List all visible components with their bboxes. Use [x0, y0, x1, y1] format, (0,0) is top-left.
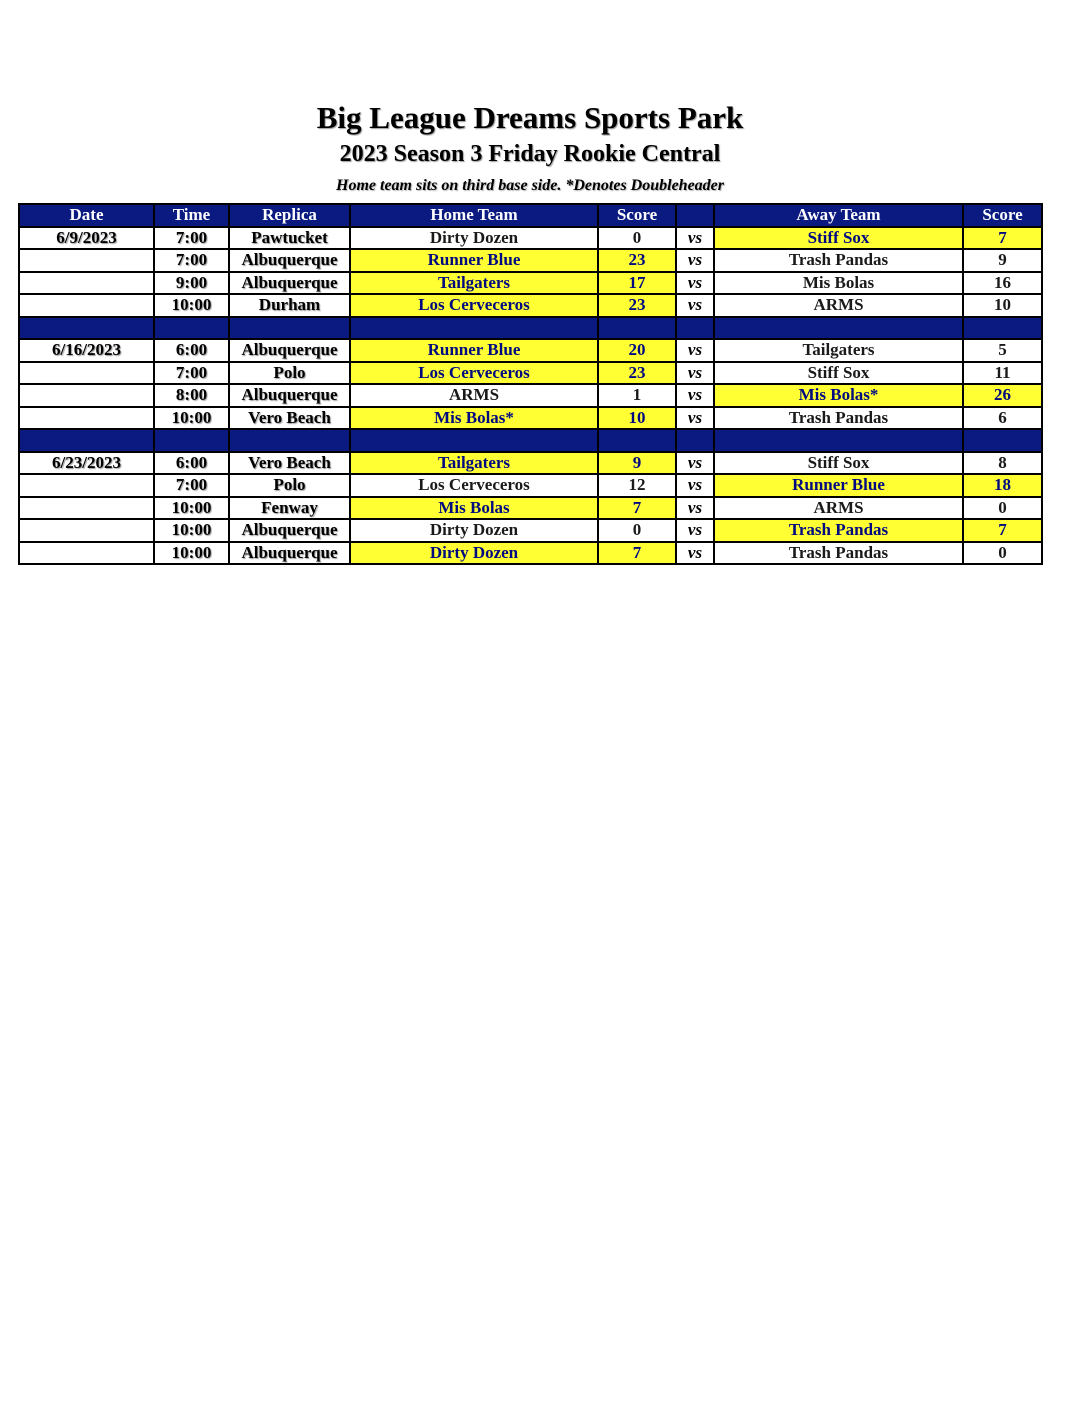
cell-time: 7:00: [154, 227, 229, 250]
cell-replica: Polo: [229, 362, 350, 385]
header-time: Time: [154, 204, 229, 227]
page-subtitle: 2023 Season 3 Friday Rookie Central: [339, 141, 721, 167]
schedule-note: Home team sits on third base side. *Denotes Doubleheader: [336, 177, 724, 194]
separator-cell: [19, 429, 154, 452]
cell-time: 8:00: [154, 384, 229, 407]
cell-away-team: ARMS: [714, 497, 963, 520]
cell-away-team: Stiff Sox: [714, 362, 963, 385]
cell-replica: Albuquerque: [229, 272, 350, 295]
cell-time: 7:00: [154, 249, 229, 272]
cell-vs: vs: [676, 339, 714, 362]
cell-date: 6/23/2023: [19, 452, 154, 475]
cell-home-score: 7: [598, 497, 676, 520]
cell-vs: vs: [676, 497, 714, 520]
cell-date: [19, 542, 154, 565]
table-row: [19, 294, 1042, 317]
cell-home-team: Tailgaters: [350, 452, 598, 475]
separator-cell: [676, 429, 714, 452]
cell-home-team: Runner Blue: [350, 339, 598, 362]
separator-cell: [714, 317, 963, 340]
table-row: [19, 497, 1042, 520]
cell-home-team: Dirty Dozen: [350, 227, 598, 250]
cell-away-score: 18: [963, 474, 1042, 497]
cell-time: 10:00: [154, 519, 229, 542]
separator-cell: [229, 317, 350, 340]
cell-home-score: 0: [598, 227, 676, 250]
cell-away-score: 26: [963, 384, 1042, 407]
cell-replica: Vero Beach: [229, 452, 350, 475]
separator-cell: [229, 429, 350, 452]
cell-home-team: Runner Blue: [350, 249, 598, 272]
cell-away-score: 9: [963, 249, 1042, 272]
cell-replica: Vero Beach: [229, 407, 350, 430]
table-row: [19, 542, 1042, 565]
cell-away-team: Trash Pandas: [714, 249, 963, 272]
cell-date: 6/9/2023: [19, 227, 154, 250]
cell-home-score: 9: [598, 452, 676, 475]
separator-cell: [350, 317, 598, 340]
cell-away-score: 0: [963, 497, 1042, 520]
cell-home-team: ARMS: [350, 384, 598, 407]
cell-time: 10:00: [154, 407, 229, 430]
cell-vs: vs: [676, 227, 714, 250]
cell-date: 6/16/2023: [19, 339, 154, 362]
cell-away-team: Stiff Sox: [714, 227, 963, 250]
header-away-score: Score: [963, 204, 1042, 227]
cell-home-score: 7: [598, 542, 676, 565]
cell-home-team: Mis Bolas: [350, 497, 598, 520]
cell-away-score: 7: [963, 519, 1042, 542]
separator-cell: [350, 429, 598, 452]
cell-home-team: Los Cerveceros: [350, 474, 598, 497]
table-row: [19, 272, 1042, 295]
cell-home-team: Los Cerveceros: [350, 294, 598, 317]
header-home-team: Home Team: [350, 204, 598, 227]
cell-home-score: 17: [598, 272, 676, 295]
cell-home-score: 12: [598, 474, 676, 497]
cell-date: [19, 519, 154, 542]
cell-home-score: 1: [598, 384, 676, 407]
table-row: [19, 339, 1042, 362]
cell-away-team: Trash Pandas: [714, 407, 963, 430]
cell-time: 10:00: [154, 294, 229, 317]
header-replica: Replica: [229, 204, 350, 227]
table-row: [19, 362, 1042, 385]
cell-away-team: Runner Blue: [714, 474, 963, 497]
cell-away-score: 5: [963, 339, 1042, 362]
cell-vs: vs: [676, 519, 714, 542]
cell-home-team: Mis Bolas*: [350, 407, 598, 430]
header-date: Date: [19, 204, 154, 227]
cell-away-score: 0: [963, 542, 1042, 565]
cell-date: [19, 384, 154, 407]
separator-cell: [963, 429, 1042, 452]
cell-vs: vs: [676, 384, 714, 407]
cell-away-score: 7: [963, 227, 1042, 250]
cell-away-score: 6: [963, 407, 1042, 430]
separator-cell: [598, 429, 676, 452]
cell-vs: vs: [676, 407, 714, 430]
cell-away-score: 16: [963, 272, 1042, 295]
cell-vs: vs: [676, 452, 714, 475]
cell-home-team: Dirty Dozen: [350, 542, 598, 565]
cell-replica: Albuquerque: [229, 249, 350, 272]
header-away-team: Away Team: [714, 204, 963, 227]
cell-vs: vs: [676, 542, 714, 565]
separator-cell: [19, 317, 154, 340]
cell-home-score: 23: [598, 294, 676, 317]
table-row: [19, 227, 1042, 250]
cell-home-score: 20: [598, 339, 676, 362]
cell-home-score: 23: [598, 249, 676, 272]
cell-away-score: 8: [963, 452, 1042, 475]
separator-row: [19, 429, 1042, 452]
cell-time: 10:00: [154, 542, 229, 565]
separator-cell: [598, 317, 676, 340]
table-row: [19, 384, 1042, 407]
header-home-score: Score: [598, 204, 676, 227]
cell-vs: vs: [676, 474, 714, 497]
cell-vs: vs: [676, 294, 714, 317]
separator-cell: [154, 317, 229, 340]
cell-home-team: Tailgaters: [350, 272, 598, 295]
separator-cell: [963, 317, 1042, 340]
cell-date: [19, 474, 154, 497]
table-row: [19, 452, 1042, 475]
cell-home-team: Los Cerveceros: [350, 362, 598, 385]
separator-cell: [154, 429, 229, 452]
cell-away-team: Trash Pandas: [714, 542, 963, 565]
cell-away-score: 11: [963, 362, 1042, 385]
cell-time: 7:00: [154, 474, 229, 497]
cell-replica: Polo: [229, 474, 350, 497]
cell-home-team: Dirty Dozen: [350, 519, 598, 542]
cell-vs: vs: [676, 272, 714, 295]
header-row: [19, 204, 1042, 227]
cell-replica: Albuquerque: [229, 542, 350, 565]
table-row: [19, 474, 1042, 497]
cell-home-score: 23: [598, 362, 676, 385]
cell-home-score: 10: [598, 407, 676, 430]
cell-replica: Albuquerque: [229, 384, 350, 407]
cell-date: [19, 294, 154, 317]
cell-replica: Fenway: [229, 497, 350, 520]
cell-replica: Albuquerque: [229, 519, 350, 542]
cell-away-team: Mis Bolas*: [714, 384, 963, 407]
cell-away-team: Tailgaters: [714, 339, 963, 362]
cell-home-score: 0: [598, 519, 676, 542]
cell-replica: Durham: [229, 294, 350, 317]
cell-date: [19, 272, 154, 295]
cell-time: 10:00: [154, 497, 229, 520]
table-row: [19, 407, 1042, 430]
separator-row: [19, 317, 1042, 340]
cell-away-team: Stiff Sox: [714, 452, 963, 475]
cell-date: [19, 407, 154, 430]
table-row: [19, 249, 1042, 272]
cell-away-team: Trash Pandas: [714, 519, 963, 542]
cell-time: 6:00: [154, 452, 229, 475]
cell-replica: Albuquerque: [229, 339, 350, 362]
cell-time: 6:00: [154, 339, 229, 362]
page-title: Big League Dreams Sports Park: [316, 100, 744, 135]
schedule-body: [19, 227, 1042, 565]
cell-vs: vs: [676, 362, 714, 385]
cell-time: 9:00: [154, 272, 229, 295]
header-vs: [676, 204, 714, 227]
cell-vs: vs: [676, 249, 714, 272]
cell-away-score: 10: [963, 294, 1042, 317]
separator-cell: [714, 429, 963, 452]
cell-replica: Pawtucket: [229, 227, 350, 250]
cell-away-team: Mis Bolas: [714, 272, 963, 295]
cell-away-team: ARMS: [714, 294, 963, 317]
cell-date: [19, 249, 154, 272]
separator-cell: [676, 317, 714, 340]
schedule-table: [18, 203, 1043, 565]
cell-date: [19, 497, 154, 520]
cell-date: [19, 362, 154, 385]
cell-time: 7:00: [154, 362, 229, 385]
table-row: [19, 519, 1042, 542]
